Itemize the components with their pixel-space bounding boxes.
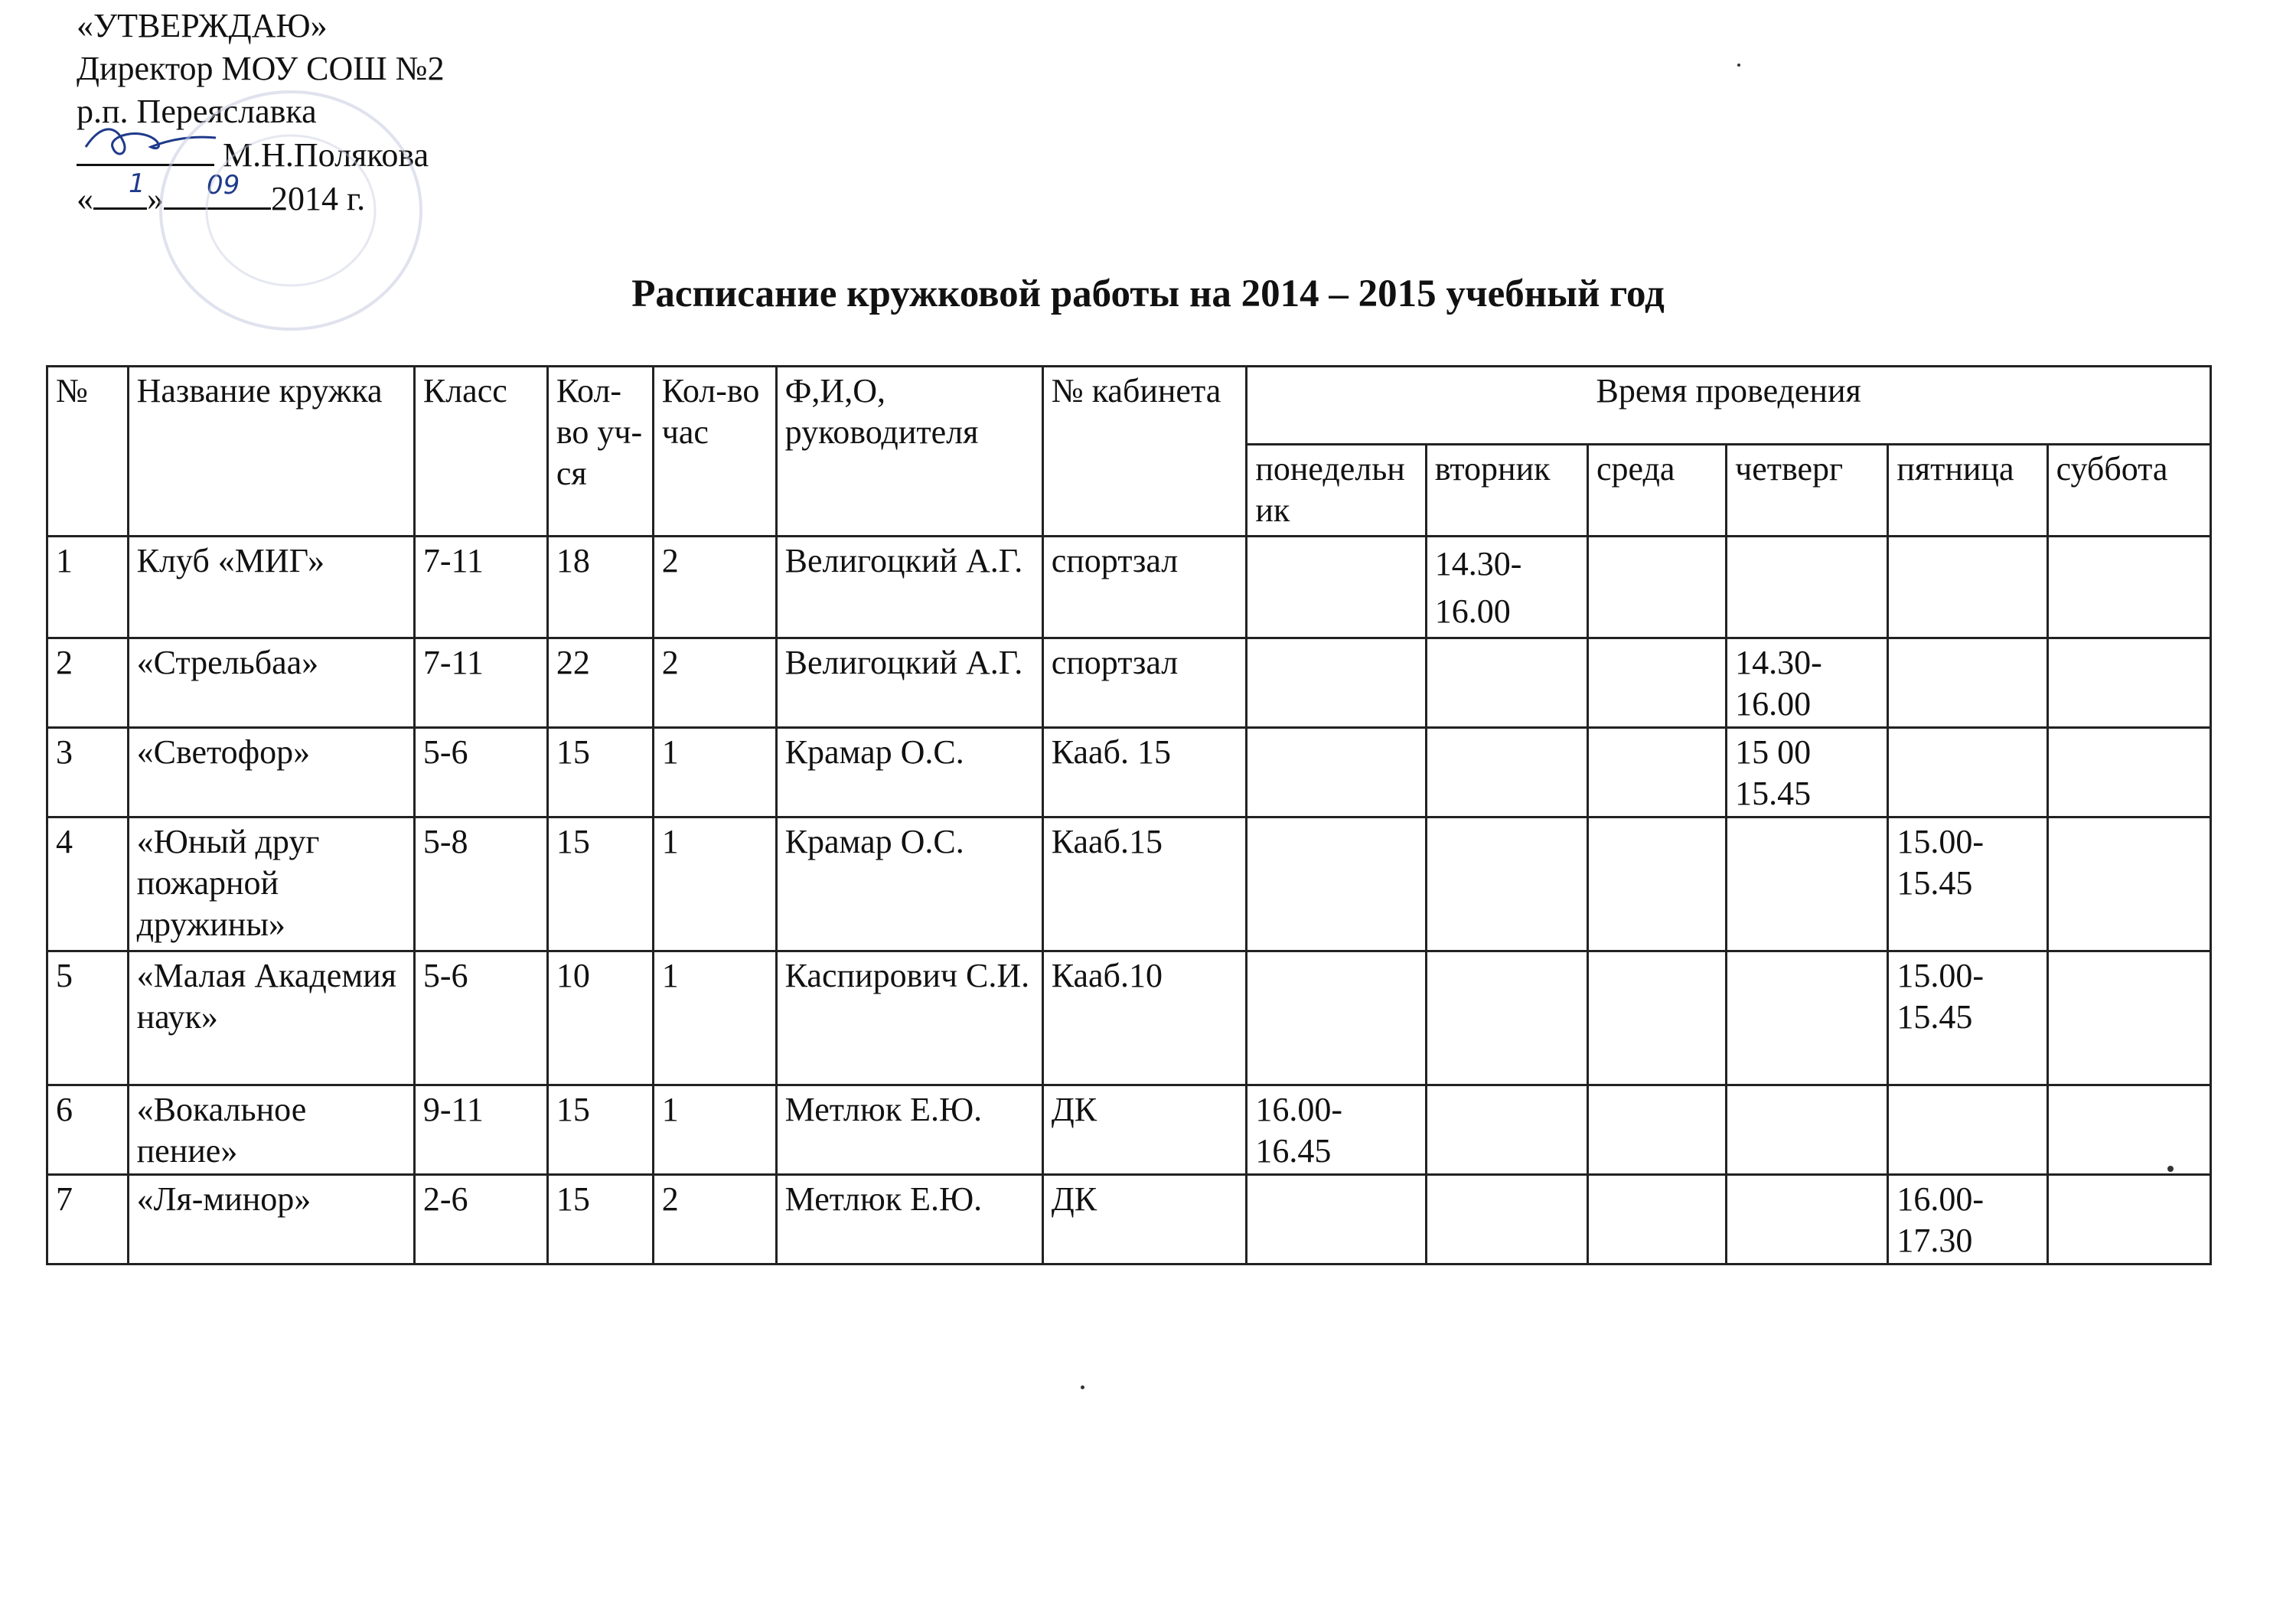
cell-tuesday <box>1426 951 1587 1085</box>
cell-room: Кааб.15 <box>1042 817 1247 951</box>
approval-director-name: М.Н.Полякова <box>223 136 429 174</box>
cell-name: «Юный друг пожарной дружины» <box>128 817 414 951</box>
cell-monday: 16.00-16.45 <box>1247 1085 1426 1175</box>
cell-num: 2 <box>47 638 129 728</box>
cell-thursday: 14.30-16.00 <box>1727 638 1888 728</box>
scan-speck <box>1081 1385 1084 1389</box>
table-row <box>47 728 2211 817</box>
cell-saturday <box>2047 951 2210 1085</box>
header-class: Класс <box>414 367 547 537</box>
header-day-saturday: суббота <box>2047 445 2210 537</box>
cell-students: 18 <box>547 537 653 638</box>
cell-name: Клуб «МИГ» <box>128 537 414 638</box>
cell-room: Кааб. 15 <box>1042 728 1247 817</box>
cell-leader: Велигоцкий А.Г. <box>776 537 1042 638</box>
table-row <box>47 638 2211 728</box>
cell-wednesday <box>1587 638 1726 728</box>
cell-students: 10 <box>547 951 653 1085</box>
cell-thursday <box>1727 951 1888 1085</box>
cell-wednesday <box>1587 728 1726 817</box>
cell-friday <box>1888 537 2047 638</box>
table-row <box>47 1175 2211 1265</box>
cell-room: ДК <box>1042 1085 1247 1175</box>
cell-friday: 16.00-17.30 <box>1888 1175 2047 1265</box>
cell-num: 5 <box>47 951 129 1085</box>
header-day-tuesday: вторник <box>1426 445 1587 537</box>
table-row <box>47 537 2211 638</box>
cell-students: 15 <box>547 817 653 951</box>
cell-thursday <box>1727 1085 1888 1175</box>
cell-class: 5-6 <box>414 728 547 817</box>
cell-monday <box>1247 728 1426 817</box>
cell-class: 5-8 <box>414 817 547 951</box>
cell-monday <box>1247 1175 1426 1265</box>
cell-hours: 2 <box>653 638 776 728</box>
cell-name: «Стрельбаа» <box>128 638 414 728</box>
cell-num: 3 <box>47 728 129 817</box>
cell-leader: Велигоцкий А.Г. <box>776 638 1042 728</box>
cell-monday <box>1247 537 1426 638</box>
cell-class: 7-11 <box>414 537 547 638</box>
header-day-friday: пятница <box>1888 445 2047 537</box>
cell-friday: 15.00-15.45 <box>1888 817 2047 951</box>
cell-room: спортзал <box>1042 638 1247 728</box>
cell-tuesday <box>1426 1175 1587 1265</box>
cell-students: 22 <box>547 638 653 728</box>
schedule-table <box>46 365 2212 1265</box>
cell-students: 15 <box>547 728 653 817</box>
cell-leader: Каспирович С.И. <box>776 951 1042 1085</box>
header-hours: Кол-во час <box>653 367 776 537</box>
cell-class: 2-6 <box>414 1175 547 1265</box>
cell-wednesday <box>1587 537 1726 638</box>
cell-room: ДК <box>1042 1175 1247 1265</box>
cell-friday <box>1888 728 2047 817</box>
header-room: № кабинета <box>1042 367 1247 537</box>
cell-num: 1 <box>47 537 129 638</box>
cell-monday <box>1247 638 1426 728</box>
cell-saturday <box>2047 1175 2210 1265</box>
cell-thursday <box>1727 537 1888 638</box>
cell-hours: 1 <box>653 817 776 951</box>
cell-saturday <box>2047 728 2210 817</box>
cell-tuesday <box>1426 1085 1587 1175</box>
table-row <box>47 817 2211 951</box>
cell-tuesday <box>1426 817 1587 951</box>
cell-friday <box>1888 1085 2047 1175</box>
cell-thursday: 15 00 15.45 <box>1727 728 1888 817</box>
cell-monday <box>1247 951 1426 1085</box>
approval-location: р.п. Переяславка <box>77 93 317 130</box>
cell-leader: Метлюк Е.Ю. <box>776 1085 1042 1175</box>
header-day-thursday: четверг <box>1727 445 1888 537</box>
cell-name: «Малая Академия наук» <box>128 951 414 1085</box>
date-open-quote: « <box>77 180 93 217</box>
cell-class: 9-11 <box>414 1085 547 1175</box>
date-year: 2014 г. <box>271 180 366 217</box>
cell-hours: 2 <box>653 537 776 638</box>
header-leader: Ф,И,О, руководителя <box>776 367 1042 537</box>
cell-num: 6 <box>47 1085 129 1175</box>
date-close-quote: » <box>147 180 164 217</box>
handwritten-day: 1 <box>129 168 145 199</box>
cell-class: 7-11 <box>414 638 547 728</box>
cell-monday <box>1247 817 1426 951</box>
table-row <box>47 951 2211 1085</box>
cell-thursday <box>1727 1175 1888 1265</box>
cell-name: «Ля-минор» <box>128 1175 414 1265</box>
cell-num: 7 <box>47 1175 129 1265</box>
cell-wednesday <box>1587 817 1726 951</box>
cell-friday <box>1888 638 2047 728</box>
cell-class: 5-6 <box>414 951 547 1085</box>
approval-director-position: Директор МОУ СОШ №2 <box>77 50 445 87</box>
cell-leader: Крамар О.С. <box>776 817 1042 951</box>
cell-saturday <box>2047 537 2210 638</box>
cell-saturday <box>2047 817 2210 951</box>
cell-leader: Крамар О.С. <box>776 728 1042 817</box>
cell-tuesday <box>1426 728 1587 817</box>
table-row <box>47 1085 2211 1175</box>
cell-num: 4 <box>47 817 129 951</box>
scan-speck <box>2167 1166 2174 1172</box>
cell-leader: Метлюк Е.Ю. <box>776 1175 1042 1265</box>
cell-saturday <box>2047 1085 2210 1175</box>
cell-room: спортзал <box>1042 537 1247 638</box>
handwritten-month: 09 <box>207 170 240 201</box>
cell-tuesday <box>1426 638 1587 728</box>
header-row <box>47 367 2211 445</box>
cell-hours: 1 <box>653 1085 776 1175</box>
header-day-monday: понедельник <box>1247 445 1426 537</box>
header-day-wednesday: среда <box>1587 445 1726 537</box>
cell-students: 15 <box>547 1175 653 1265</box>
cell-hours: 1 <box>653 951 776 1085</box>
header-students: Кол-во уч-ся <box>547 367 653 537</box>
cell-hours: 1 <box>653 728 776 817</box>
cell-thursday <box>1727 817 1888 951</box>
header-num: № <box>47 367 129 537</box>
cell-name: «Вокальное пение» <box>128 1085 414 1175</box>
page-title: Расписание кружковой работы на 2014 – 2015 учебный год <box>631 272 1665 315</box>
header-name: Название кружка <box>128 367 414 537</box>
cell-wednesday <box>1587 951 1726 1085</box>
cell-hours: 2 <box>653 1175 776 1265</box>
cell-students: 15 <box>547 1085 653 1175</box>
cell-wednesday <box>1587 1175 1726 1265</box>
cell-saturday <box>2047 638 2210 728</box>
cell-friday: 15.00-15.45 <box>1888 951 2047 1085</box>
header-time: Время проведения <box>1247 367 2211 445</box>
cell-wednesday <box>1587 1085 1726 1175</box>
approval-heading: «УТВЕРЖДАЮ» <box>77 7 328 44</box>
cell-room: Кааб.10 <box>1042 951 1247 1085</box>
scan-speck <box>1737 64 1740 67</box>
cell-tuesday: 14.30-16.00 <box>1426 537 1587 638</box>
cell-name: «Светофор» <box>128 728 414 817</box>
